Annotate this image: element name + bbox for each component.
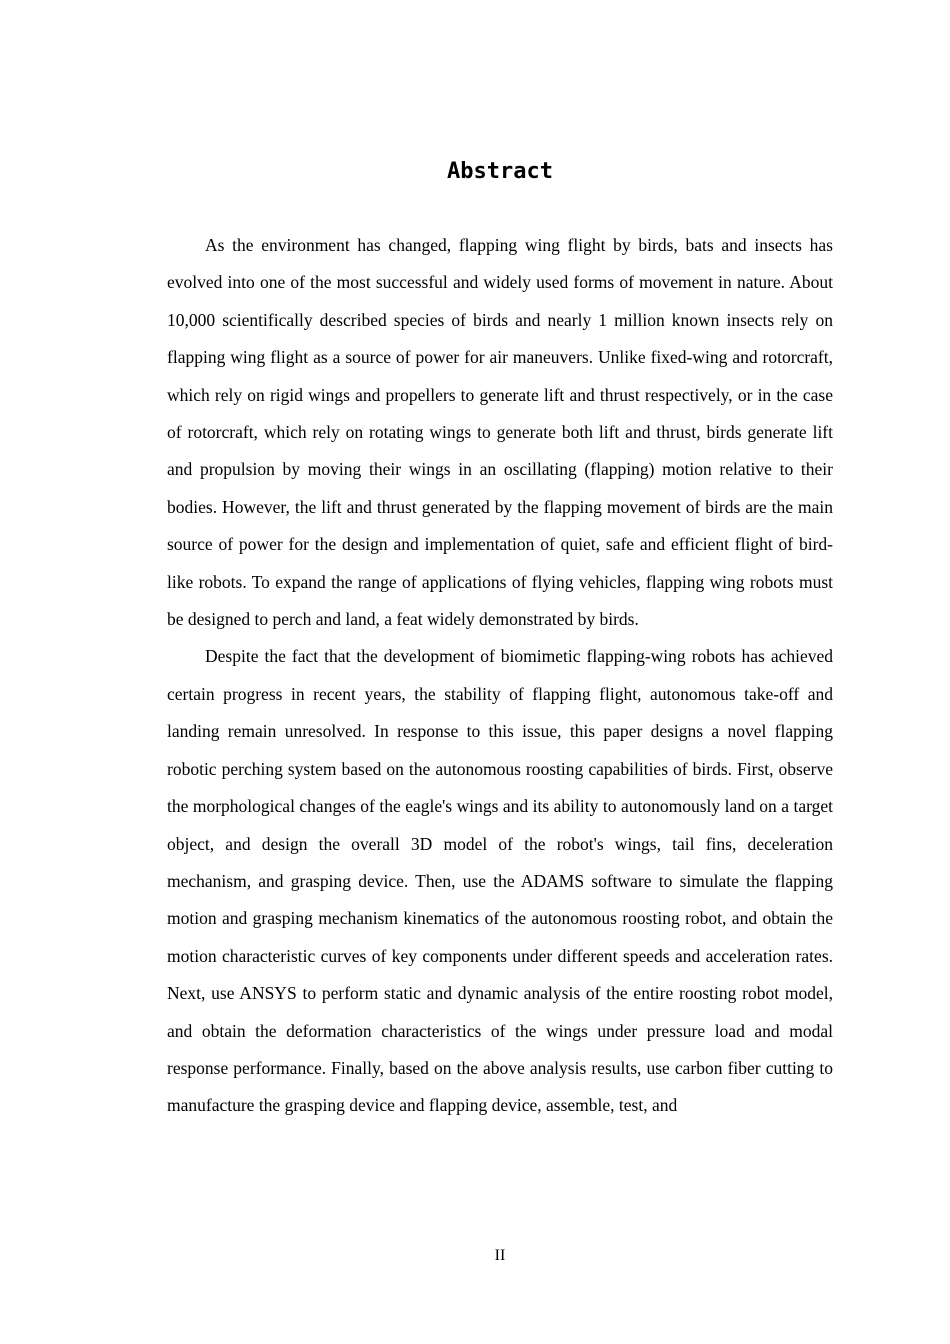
abstract-paragraph-1: As the environment has changed, flapping wing flight by birds, bats and insects has evolved into one of the most successful and widely used forms of movement in nature. About 10,000 scientifically described species of birds and nearly 1 million known insects rely on flapping wing flight as a source of power for air maneuvers. Unlike fixed-wing and rotorcraft, which rely on rigid wings and propellers to generate lift and thrust respectively, or in the case of rotorcraft, which rely on rotating wings to generate both lift and thrust, birds generate lift and propulsion by moving their wings in an oscillating (flapping) motion relative to their bodies. However, the lift and thrust generated by the flapping movement of birds are the main source of power for the design and implementation of quiet, safe and efficient flight of bird-like robots. To expand the range of applications of flying vehicles, flapping wing robots must be designed to perch and land, a feat widely demonstrated by birds. [167, 235, 833, 630]
abstract-body [167, 227, 833, 1125]
page-number: II [494, 1247, 506, 1264]
abstract-title: Abstract [447, 159, 553, 184]
abstract-paragraph-2: Despite the fact that the development of biomimetic flapping-wing robots has achieved certain progress in recent years, the stability of flapping flight, autonomous take-off and landing remain unresolved. In response to this issue, this paper designs a novel flapping robotic perching system based on the autonomous roosting capabilities of birds. First, observe the morphological changes of the eagle's wings and its ability to autonomously land on a target object, and design the overall 3D model of the robot's wings, tail fins, deceleration mechanism, and grasping device. Then, use the ADAMS software to simulate the flapping motion and grasping mechanism kinematics of the autonomous roosting robot, and obtain the motion characteristic curves of key components under different speeds and acceleration rates. Next, use ANSYS to perform static and dynamic analysis of the entire roosting robot model, and obtain the deformation characteristics of the wings under pressure load and modal response performance. Finally, based on the above analysis results, use carbon fiber cutting to manufacture the grasping device and flapping device, assemble, test, and [167, 646, 833, 1116]
